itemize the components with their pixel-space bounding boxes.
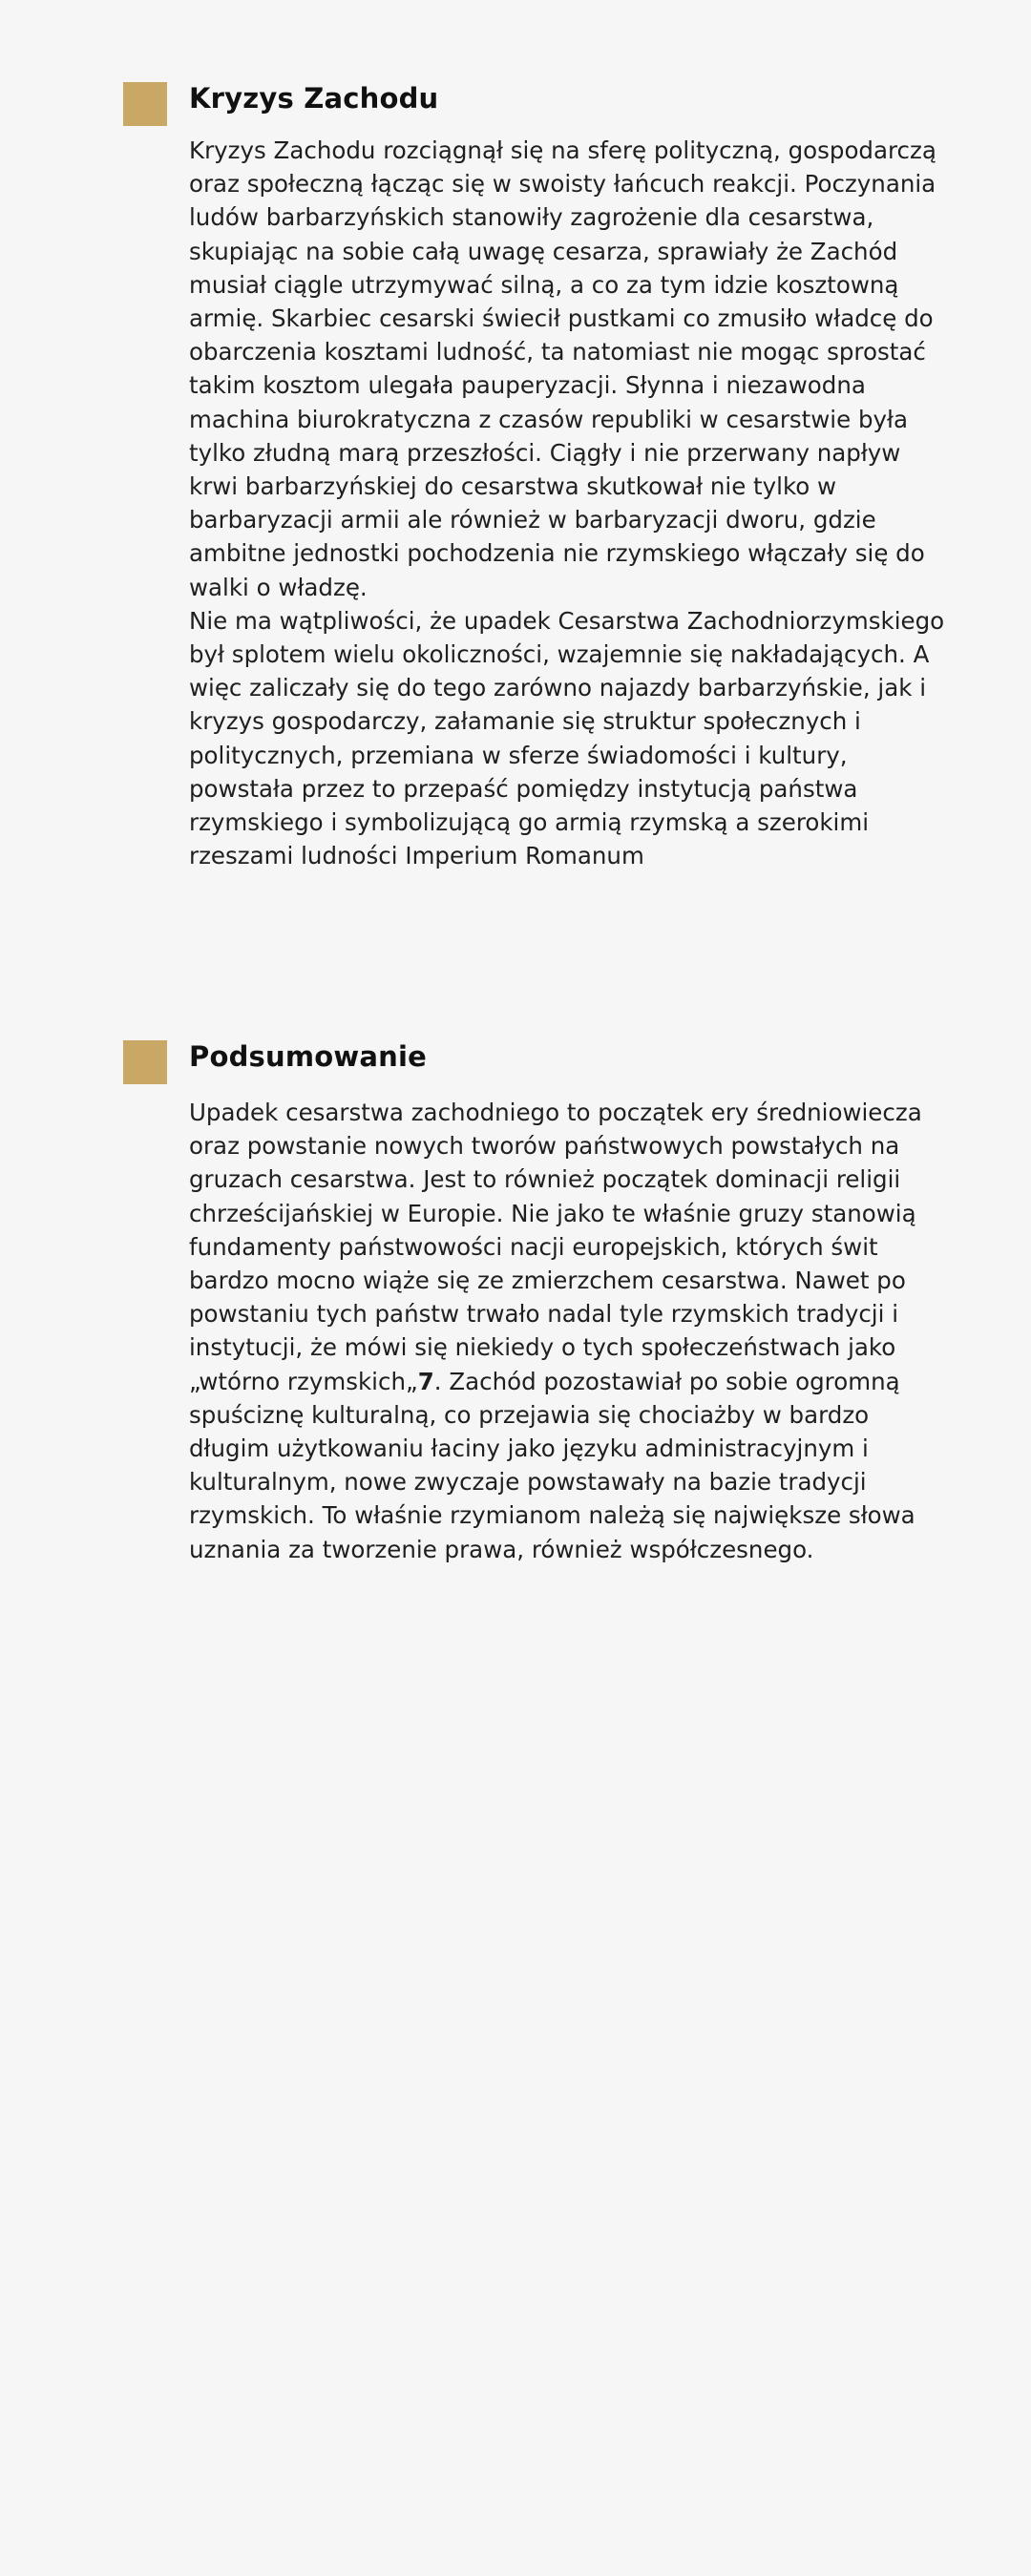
paragraph-text: Upadek cesarstwa zachodniego to początek ery średniowiecza oraz powstanie nowych tworów państwowych powstałych na gruzach cesarstwa. Jest to również początek dominacji religii chrześcijańskiej w Europie. Nie jako te właśnie gruzy stanowią fundamenty państwowości nacji europejskich, których świt bardzo mocno wiąże się ze zmierzchem cesarstwa. Nawet po powstaniu tych państw trwało nadal tyle rzymskich tradycji i instytucji, że mówi się niekiedy o tych społeczeństwach jako „wtórno rzymskich„ <box>189 1099 922 1395</box>
footnote-reference[interactable]: 7 <box>417 1367 434 1395</box>
section-marker-square <box>123 82 167 126</box>
paragraph: Kryzys Zachodu rozciągnął się na sferę polityczną, gospodarczą oraz społeczną łącząc się w swoisty łańcuch reakcji. Poczynania ludów barbarzyńskich stanowiły zagrożenie dla cesarstwa, skupiając na sobie całą uwagę cesarza, sprawiały że Zachód musiał ciągle utrzymywać silną, a co za tym idzie kosztowną armię. Skarbiec cesarski świecił pustkami co zmusiło władcę do obarczenia kosztami ludność, ta natomiast nie mogąc sprostać takim kosztom ulegała pauperyzacji. Słynna i niezawodna machina biurokratyczna z czasów republiki w cesarstwie była tylko złudną marą przeszłości. Ciągły i nie przerwany napływ krwi barbarzyńskiej do cesarstwa skutkował nie tylko w barbaryzacji armii ale również w barbaryzacji dworu, gdzie ambitne jednostki pochodzenia nie rzymskiego włączały się do walki o władzę. <box>189 136 936 601</box>
section-heading: Podsumowanie <box>189 1040 427 1073</box>
section-marker-square <box>123 1040 167 1084</box>
paragraph: Nie ma wątpliwości, że upadek Cesarstwa Zachodniorzymskiego był splotem wielu okoliczności, wzajemnie się nakładających. A więc zaliczały się do tego zarówno najazdy barbarzyńskie, jak i kryzys gospodarczy, załamanie się struktur społecznych i politycznych, przemiana w sferze świadomości i kultury, powstała przez to przepaść pomiędzy instytucją państwa rzymskiego i symbolizującą go armią rzymską a szerokimi rzeszami ludności Imperium Romanum <box>189 606 945 870</box>
section-heading: Kryzys Zachodu <box>189 82 439 115</box>
section-body <box>189 134 953 872</box>
section-body <box>189 1096 953 1566</box>
paragraph-text: . Zachód pozostawiał po sobie ogromną spuściznę kulturalną, co przejawia się chociażby w bardzo długim użytkowaniu łaciny jako języku administracyjnym i kulturalnym, nowe zwyczaje powstawały na bazie tradycji rzymskich. To właśnie rzymianom należą się największe słowa uznania za tworzenie prawa, również współczesnego. <box>189 1367 915 1563</box>
